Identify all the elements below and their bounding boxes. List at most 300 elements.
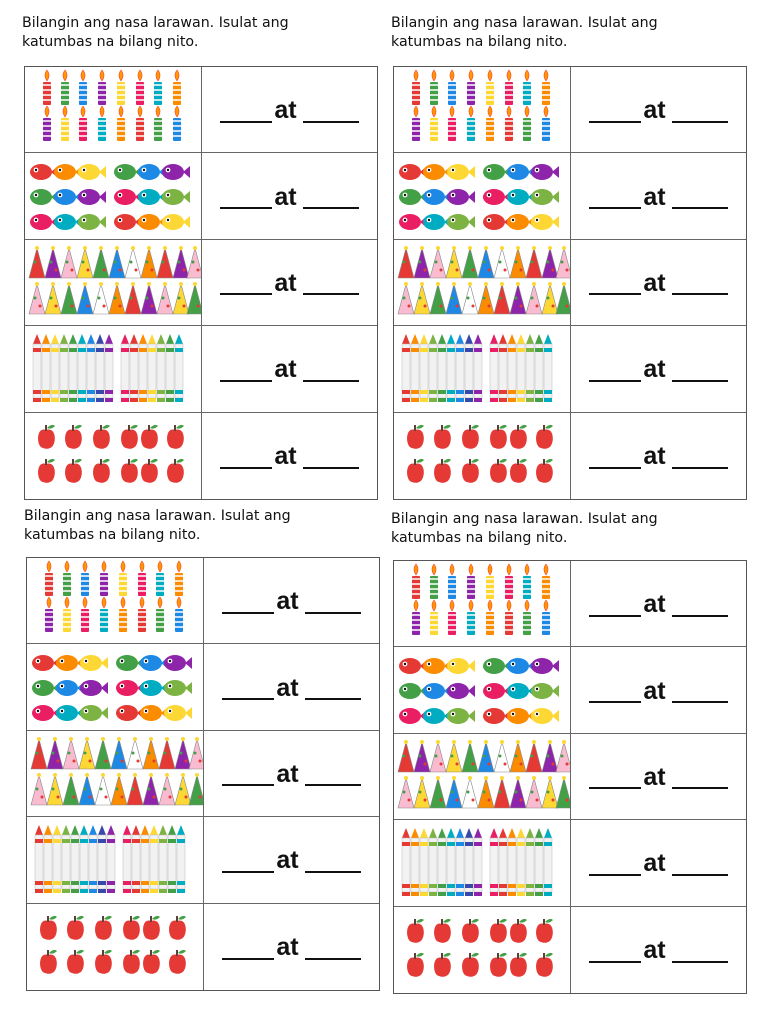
party-hat-icon <box>79 737 95 769</box>
party-hat-icon <box>127 773 143 805</box>
crayon-icon <box>166 334 174 402</box>
candle-icon <box>79 106 87 141</box>
candle-icon <box>98 106 106 141</box>
instruction-line-1: Bilangin ang nasa larawan. Isulat ang <box>22 15 289 31</box>
fish-icon <box>399 683 427 699</box>
crayon-icon <box>456 334 464 402</box>
answer-word: at <box>643 936 666 965</box>
candle-icon <box>505 70 513 105</box>
party-hat-icon <box>173 282 189 314</box>
fish-icon <box>447 708 475 724</box>
picture-cell <box>394 326 571 411</box>
apple-picture <box>25 413 201 499</box>
fish-icon <box>116 680 144 696</box>
candle-icon <box>156 561 164 596</box>
crayon-icon <box>517 334 525 402</box>
apple-picture <box>394 413 570 499</box>
instruction-text <box>391 510 731 548</box>
apple-icon <box>462 918 479 942</box>
apple-icon <box>123 915 140 939</box>
party-hat-icon <box>127 737 143 769</box>
tens-blank[interactable] <box>589 271 641 295</box>
tens-blank[interactable] <box>589 939 641 963</box>
crayon-icon <box>526 828 534 896</box>
picture-cell <box>394 561 571 646</box>
party-hat-icon <box>109 282 125 314</box>
candles-picture <box>25 67 201 152</box>
party-hat-icon <box>462 776 478 808</box>
crayon-icon <box>78 334 86 402</box>
ones-blank[interactable] <box>672 939 728 963</box>
apple-icon <box>407 458 424 482</box>
count-table <box>393 560 747 994</box>
ones-blank[interactable] <box>672 445 728 469</box>
answer-cell <box>202 153 377 238</box>
party-hat-icon <box>93 282 109 314</box>
crayon-icon <box>499 334 507 402</box>
fish-icon <box>447 658 475 674</box>
fish-icon <box>531 164 559 180</box>
party-hat-icon <box>478 776 494 808</box>
picture-cell <box>25 240 202 325</box>
apple-picture <box>27 904 203 990</box>
apple-icon <box>490 918 507 942</box>
fish-icon <box>423 189 451 205</box>
apple-icon <box>169 915 186 939</box>
party-hat-icon <box>63 737 79 769</box>
count-row <box>394 734 746 820</box>
candle-icon <box>467 564 475 599</box>
candle-icon <box>117 70 125 105</box>
crayon-icon <box>411 334 419 402</box>
ones-blank[interactable] <box>672 99 728 123</box>
candle-icon <box>486 564 494 599</box>
answer-cell <box>204 817 379 902</box>
apple-icon <box>167 424 184 448</box>
ones-blank[interactable] <box>672 765 728 789</box>
answer-word: at <box>276 933 299 962</box>
fish-icon <box>162 164 190 180</box>
candle-icon <box>81 597 89 632</box>
picture-cell <box>394 820 571 905</box>
count-row <box>394 413 746 499</box>
fish-icon <box>138 164 166 180</box>
count-row <box>25 240 377 326</box>
candle-icon <box>430 564 438 599</box>
candle-icon <box>117 106 125 141</box>
answer-cell <box>202 413 377 499</box>
candle-icon <box>138 597 146 632</box>
apple-icon <box>462 458 479 482</box>
crayons-picture <box>394 326 570 411</box>
apple-icon <box>462 952 479 976</box>
ones-blank[interactable] <box>303 445 359 469</box>
fish-icon <box>54 164 82 180</box>
answer-word: at <box>643 442 666 471</box>
crayon-icon <box>139 334 147 402</box>
party-hat-icon <box>111 737 127 769</box>
crayon-icon <box>175 334 183 402</box>
fish-icon <box>140 655 168 671</box>
candle-icon <box>79 70 87 105</box>
apple-icon <box>510 458 527 482</box>
tens-blank[interactable] <box>589 765 641 789</box>
worksheet-top-right <box>391 14 751 471</box>
candle-icon <box>156 597 164 632</box>
apple-icon <box>407 424 424 448</box>
party-hat-icon <box>446 246 462 278</box>
instruction-line-2: katumbas na bilang nito. <box>391 530 568 546</box>
party-hat-icon <box>159 773 175 805</box>
crayon-icon <box>517 828 525 896</box>
crayon-icon <box>150 825 158 893</box>
crayon-icon <box>157 334 165 402</box>
answer-cell <box>204 644 379 729</box>
answer-word: at <box>274 268 297 297</box>
ones-blank[interactable] <box>303 358 359 382</box>
party-hat-icon <box>414 246 430 278</box>
party-hat-icon <box>31 737 47 769</box>
party-hat-icon <box>494 776 510 808</box>
picture-cell <box>394 67 571 152</box>
party-hat-icon <box>510 246 526 278</box>
candle-icon <box>138 561 146 596</box>
answer-cell <box>571 240 746 325</box>
fish-icon <box>78 164 106 180</box>
crayon-icon <box>87 334 95 402</box>
candle-icon <box>467 106 475 141</box>
tens-blank[interactable] <box>589 852 641 876</box>
instruction-line-1: Bilangin ang nasa larawan. Isulat ang <box>391 15 658 31</box>
ones-blank[interactable] <box>303 271 359 295</box>
crayon-icon <box>474 828 482 896</box>
instruction-line-2: katumbas na bilang nito. <box>24 527 201 543</box>
candle-icon <box>61 106 69 141</box>
party-hat-icon <box>398 776 414 808</box>
crayon-icon <box>490 334 498 402</box>
tens-blank[interactable] <box>222 762 274 786</box>
worksheet-bottom-right <box>391 510 751 965</box>
crayon-icon <box>130 334 138 402</box>
candle-icon <box>523 564 531 599</box>
ones-blank[interactable] <box>305 762 361 786</box>
candle-icon <box>154 70 162 105</box>
candle-icon <box>448 564 456 599</box>
crayon-icon <box>411 828 419 896</box>
fish-icon <box>78 214 106 230</box>
party-hat-icon <box>77 246 93 278</box>
apple-icon <box>434 424 451 448</box>
tens-blank[interactable] <box>222 590 274 614</box>
count-row <box>25 326 377 412</box>
party-hat-icon <box>95 737 111 769</box>
party-hat-icon <box>556 246 570 278</box>
party-hat-icon <box>143 773 159 805</box>
fish-icon <box>56 680 84 696</box>
instruction-text <box>24 507 364 545</box>
ones-blank[interactable] <box>672 593 728 617</box>
fish-icon <box>423 658 451 674</box>
fish-icon <box>483 189 511 205</box>
crayon-icon <box>465 828 473 896</box>
fish-icon <box>447 164 475 180</box>
tens-blank[interactable] <box>222 676 274 700</box>
picture-cell <box>25 153 202 238</box>
tens-blank[interactable] <box>589 445 641 469</box>
tens-blank[interactable] <box>589 358 641 382</box>
answer-word: at <box>643 676 666 705</box>
fish-icon <box>80 705 108 721</box>
ones-blank[interactable] <box>303 185 359 209</box>
fish-icon <box>138 214 166 230</box>
candle-icon <box>523 106 531 141</box>
count-table <box>26 557 380 991</box>
crayon-icon <box>69 334 77 402</box>
fish-icon <box>531 658 559 674</box>
fish-icon <box>54 189 82 205</box>
tens-blank[interactable] <box>222 936 274 960</box>
apple-icon <box>40 915 57 939</box>
fish-icon <box>483 658 511 674</box>
apple-icon <box>407 952 424 976</box>
tens-blank[interactable] <box>589 593 641 617</box>
candle-icon <box>173 106 181 141</box>
party-hat-icon <box>526 740 542 772</box>
crayon-icon <box>429 334 437 402</box>
crayon-icon <box>44 825 52 893</box>
answer-word: at <box>643 96 666 125</box>
crayon-icon <box>35 825 43 893</box>
ones-blank[interactable] <box>305 936 361 960</box>
party-hat-icon <box>189 773 203 805</box>
answer-cell <box>571 413 746 499</box>
count-row <box>394 647 746 733</box>
ones-blank[interactable] <box>305 676 361 700</box>
answer-word: at <box>276 759 299 788</box>
answer-cell <box>571 820 746 905</box>
fish-icon <box>138 189 166 205</box>
party-hat-icon <box>29 246 45 278</box>
tens-blank[interactable] <box>220 271 272 295</box>
fish-icon <box>30 214 58 230</box>
candle-icon <box>505 564 513 599</box>
ones-blank[interactable] <box>672 358 728 382</box>
candle-icon <box>430 106 438 141</box>
crayon-icon <box>544 334 552 402</box>
party-hat-picture <box>25 240 201 325</box>
crayon-icon <box>42 334 50 402</box>
tens-blank[interactable] <box>220 445 272 469</box>
tens-blank[interactable] <box>220 185 272 209</box>
fish-icon <box>30 164 58 180</box>
crayon-icon <box>420 334 428 402</box>
party-hat-icon <box>45 246 61 278</box>
candle-icon <box>119 597 127 632</box>
candle-icon <box>486 106 494 141</box>
candle-icon <box>430 600 438 635</box>
crayon-icon <box>490 828 498 896</box>
apple-icon <box>490 458 507 482</box>
count-row <box>394 561 746 647</box>
party-hat-icon <box>510 776 526 808</box>
answer-word: at <box>274 355 297 384</box>
candle-icon <box>467 600 475 635</box>
crayon-icon <box>33 334 41 402</box>
crayon-icon <box>71 825 79 893</box>
instruction-line-2: katumbas na bilang nito. <box>22 34 199 50</box>
party-hat-icon <box>398 246 414 278</box>
candle-icon <box>43 106 51 141</box>
fish-icon <box>114 214 142 230</box>
candle-icon <box>175 597 183 632</box>
party-hat-icon <box>187 246 201 278</box>
crayons-picture <box>25 326 201 411</box>
party-hat-icon <box>29 282 45 314</box>
apple-icon <box>462 424 479 448</box>
instruction-text <box>22 14 362 52</box>
tens-blank[interactable] <box>222 849 274 873</box>
apple-icon <box>40 949 57 973</box>
crayon-icon <box>420 828 428 896</box>
party-hat-icon <box>175 773 191 805</box>
apple-icon <box>67 915 84 939</box>
ones-blank[interactable] <box>305 590 361 614</box>
candle-icon <box>98 70 106 105</box>
fish-icon <box>531 708 559 724</box>
party-hat-icon <box>430 776 446 808</box>
count-row <box>394 67 746 153</box>
candle-icon <box>486 600 494 635</box>
candle-icon <box>505 600 513 635</box>
apple-icon <box>38 424 55 448</box>
apple-icon <box>121 424 138 448</box>
apple-icon <box>141 424 158 448</box>
fish-icon <box>164 705 192 721</box>
fish-icon <box>78 189 106 205</box>
party-hat-icon <box>63 773 79 805</box>
picture-cell <box>25 67 202 152</box>
candle-icon <box>175 561 183 596</box>
fish-icon <box>423 683 451 699</box>
fish-picture <box>394 153 570 238</box>
fish-icon <box>162 189 190 205</box>
party-hat-icon <box>446 776 462 808</box>
party-hat-icon <box>159 737 175 769</box>
count-row <box>394 240 746 326</box>
candle-icon <box>542 70 550 105</box>
worksheet-bottom-left <box>24 507 384 962</box>
crayon-icon <box>121 334 129 402</box>
party-hat-icon <box>187 282 201 314</box>
party-hat-icon <box>157 282 173 314</box>
party-hat-icon <box>556 776 570 808</box>
fish-icon <box>114 164 142 180</box>
ones-blank[interactable] <box>672 679 728 703</box>
tens-blank[interactable] <box>220 358 272 382</box>
count-row <box>27 731 379 817</box>
picture-cell <box>27 904 204 990</box>
crayon-icon <box>447 828 455 896</box>
party-hat-icon <box>398 740 414 772</box>
answer-word: at <box>274 96 297 125</box>
party-hat-icon <box>175 737 191 769</box>
tens-blank[interactable] <box>220 99 272 123</box>
crayon-icon <box>429 828 437 896</box>
party-hat-icon <box>556 282 570 314</box>
count-row <box>394 153 746 239</box>
fish-icon <box>507 708 535 724</box>
count-row <box>25 413 377 499</box>
candle-icon <box>43 70 51 105</box>
apple-icon <box>143 915 160 939</box>
answer-word: at <box>276 846 299 875</box>
answer-word: at <box>643 762 666 791</box>
picture-cell <box>27 558 204 643</box>
party-hat-icon <box>430 246 446 278</box>
picture-cell <box>394 413 571 499</box>
party-hat-icon <box>542 282 558 314</box>
crayon-icon <box>132 825 140 893</box>
picture-cell <box>27 644 204 729</box>
party-hat-icon <box>494 246 510 278</box>
crayon-icon <box>465 334 473 402</box>
apple-icon <box>65 424 82 448</box>
answer-word: at <box>643 590 666 619</box>
answer-cell <box>202 240 377 325</box>
party-hat-icon <box>95 773 111 805</box>
party-hat-icon <box>542 776 558 808</box>
party-hat-icon <box>510 282 526 314</box>
ones-blank[interactable] <box>305 849 361 873</box>
fish-icon <box>80 655 108 671</box>
party-hat-icon <box>77 282 93 314</box>
party-hat-icon <box>510 740 526 772</box>
apple-icon <box>407 918 424 942</box>
count-table <box>393 66 747 500</box>
fish-icon <box>483 164 511 180</box>
candle-icon <box>63 597 71 632</box>
ones-blank[interactable] <box>303 99 359 123</box>
party-hat-icon <box>556 740 570 772</box>
fish-icon <box>56 705 84 721</box>
party-hat-icon <box>45 282 61 314</box>
party-hat-icon <box>143 737 159 769</box>
count-table <box>24 66 378 500</box>
ones-blank[interactable] <box>672 852 728 876</box>
party-hat-icon <box>462 740 478 772</box>
fish-icon <box>164 680 192 696</box>
fish-icon <box>447 214 475 230</box>
candle-icon <box>448 70 456 105</box>
tens-blank[interactable] <box>589 99 641 123</box>
tens-blank[interactable] <box>589 679 641 703</box>
picture-cell <box>394 647 571 732</box>
picture-cell <box>394 907 571 993</box>
picture-cell <box>394 153 571 238</box>
fish-icon <box>507 164 535 180</box>
apple-icon <box>141 458 158 482</box>
tens-blank[interactable] <box>589 185 641 209</box>
apple-icon <box>510 424 527 448</box>
candle-icon <box>448 600 456 635</box>
ones-blank[interactable] <box>672 271 728 295</box>
fish-icon <box>30 189 58 205</box>
fish-icon <box>32 655 60 671</box>
fish-icon <box>116 655 144 671</box>
ones-blank[interactable] <box>672 185 728 209</box>
candle-icon <box>523 600 531 635</box>
answer-cell <box>571 647 746 732</box>
